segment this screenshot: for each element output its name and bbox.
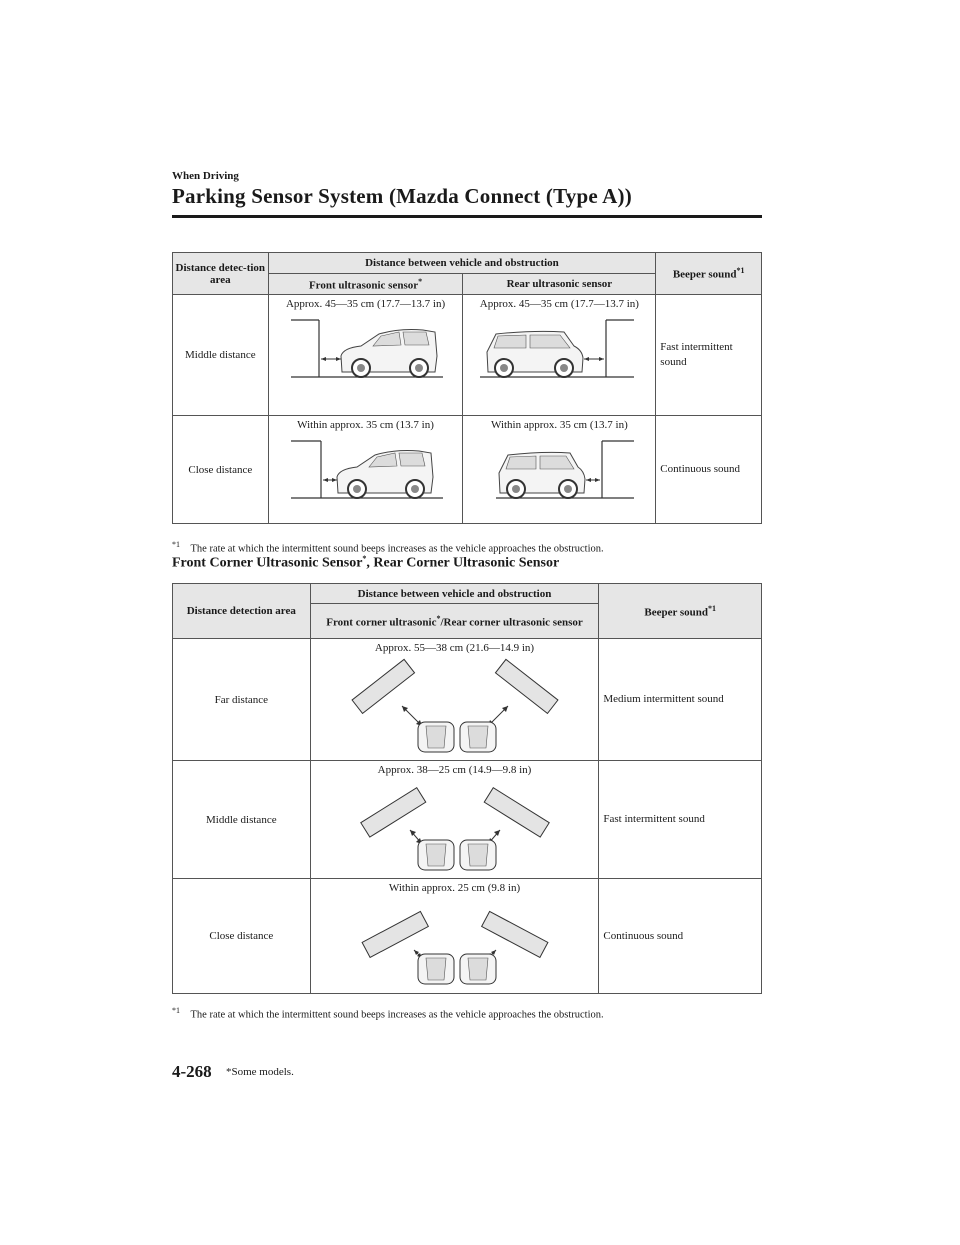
table-row — [173, 639, 762, 761]
header-distance-area: Distance detection area — [173, 584, 311, 639]
area-cell: Close distance — [173, 879, 311, 994]
distance-text: Approx. 38―25 cm (14.9―9.8 in) — [377, 764, 532, 776]
area-cell: Middle distance — [173, 295, 269, 416]
front-distance-text: Approx. 45―35 cm (17.7―13.7 in) — [285, 298, 446, 310]
header-corner-sensor: Front corner ultrasonic*/Rear corner ultrasonic sensor — [310, 604, 599, 639]
header-distance-area: Distance detec-tion area — [173, 253, 269, 295]
area-cell: Close distance — [173, 416, 269, 524]
header-distance-between: Distance between vehicle and obstruction — [310, 584, 599, 604]
beeper-sound-cell: Continuous sound — [599, 879, 762, 994]
header-front-sensor: Front ultrasonic sensor* — [268, 274, 463, 295]
table-row — [173, 295, 762, 416]
rear-distance-cell — [463, 416, 656, 524]
corner-sensor-diagram — [340, 778, 570, 872]
footnote: $^{*1}$ The rate at which the intermittent sound beeps increases as the vehicle approaches the obstruction. — [172, 1006, 604, 1021]
corner-sensor-diagram — [340, 656, 570, 754]
corner-sensor-diagram — [340, 896, 570, 986]
distance-text: Approx. 55―38 cm (21.6―14.9 in) — [374, 642, 535, 654]
beeper-sound-cell: Continuous sound — [656, 416, 762, 524]
page-number: 4-268 — [172, 1062, 212, 1081]
rear-sensor-diagram — [474, 312, 644, 382]
front-distance-cell — [268, 295, 463, 416]
front-distance-text: Within approx. 35 cm (13.7 in) — [297, 419, 434, 431]
rear-sensor-diagram — [474, 433, 644, 503]
footnote: $^{*1}$ The rate at which the intermittent sound beeps increases as the vehicle approaches the obstruction. — [172, 540, 604, 555]
page-title: Parking Sensor System (Mazda Connect (Type A)) — [172, 184, 632, 208]
front-distance-cell — [268, 416, 463, 524]
title-rule — [172, 215, 762, 218]
distance-text: Within approx. 25 cm (9.8 in) — [388, 882, 521, 894]
corner-sensor-table — [172, 583, 762, 994]
some-models-note: *Some models. — [226, 1066, 294, 1078]
table-row — [173, 879, 762, 994]
front-sensor-diagram — [281, 433, 451, 503]
distance-cell — [310, 761, 599, 879]
distance-cell — [310, 879, 599, 994]
header-distance-between: Distance between vehicle and obstruction — [268, 253, 656, 274]
front-sensor-diagram — [281, 312, 451, 382]
beeper-sound-cell: Fast intermittent sound — [656, 295, 762, 416]
rear-distance-cell — [463, 295, 656, 416]
beeper-sound-cell: Medium intermittent sound — [599, 639, 762, 761]
area-cell: Far distance — [173, 639, 311, 761]
table-row — [173, 761, 762, 879]
parking-sensor-table — [172, 252, 762, 524]
table-row — [173, 416, 762, 524]
header-beeper-sound: Beeper sound$^{*1}$ — [599, 584, 762, 639]
rear-distance-text: Approx. 45―35 cm (17.7―13.7 in) — [479, 298, 639, 310]
corner-sensor-heading: Front Corner Ultrasonic Sensor*, Rear Corner Ultrasonic Sensor — [172, 554, 560, 571]
beeper-sound-cell: Fast intermittent sound — [599, 761, 762, 879]
header-beeper-sound: Beeper sound$^{*1}$ — [656, 253, 762, 295]
section-label: When Driving — [172, 170, 239, 182]
area-cell: Middle distance — [173, 761, 311, 879]
header-rear-sensor: Rear ultrasonic sensor — [463, 274, 656, 295]
rear-distance-text: Within approx. 35 cm (13.7 in) — [491, 419, 628, 431]
distance-cell — [310, 639, 599, 761]
